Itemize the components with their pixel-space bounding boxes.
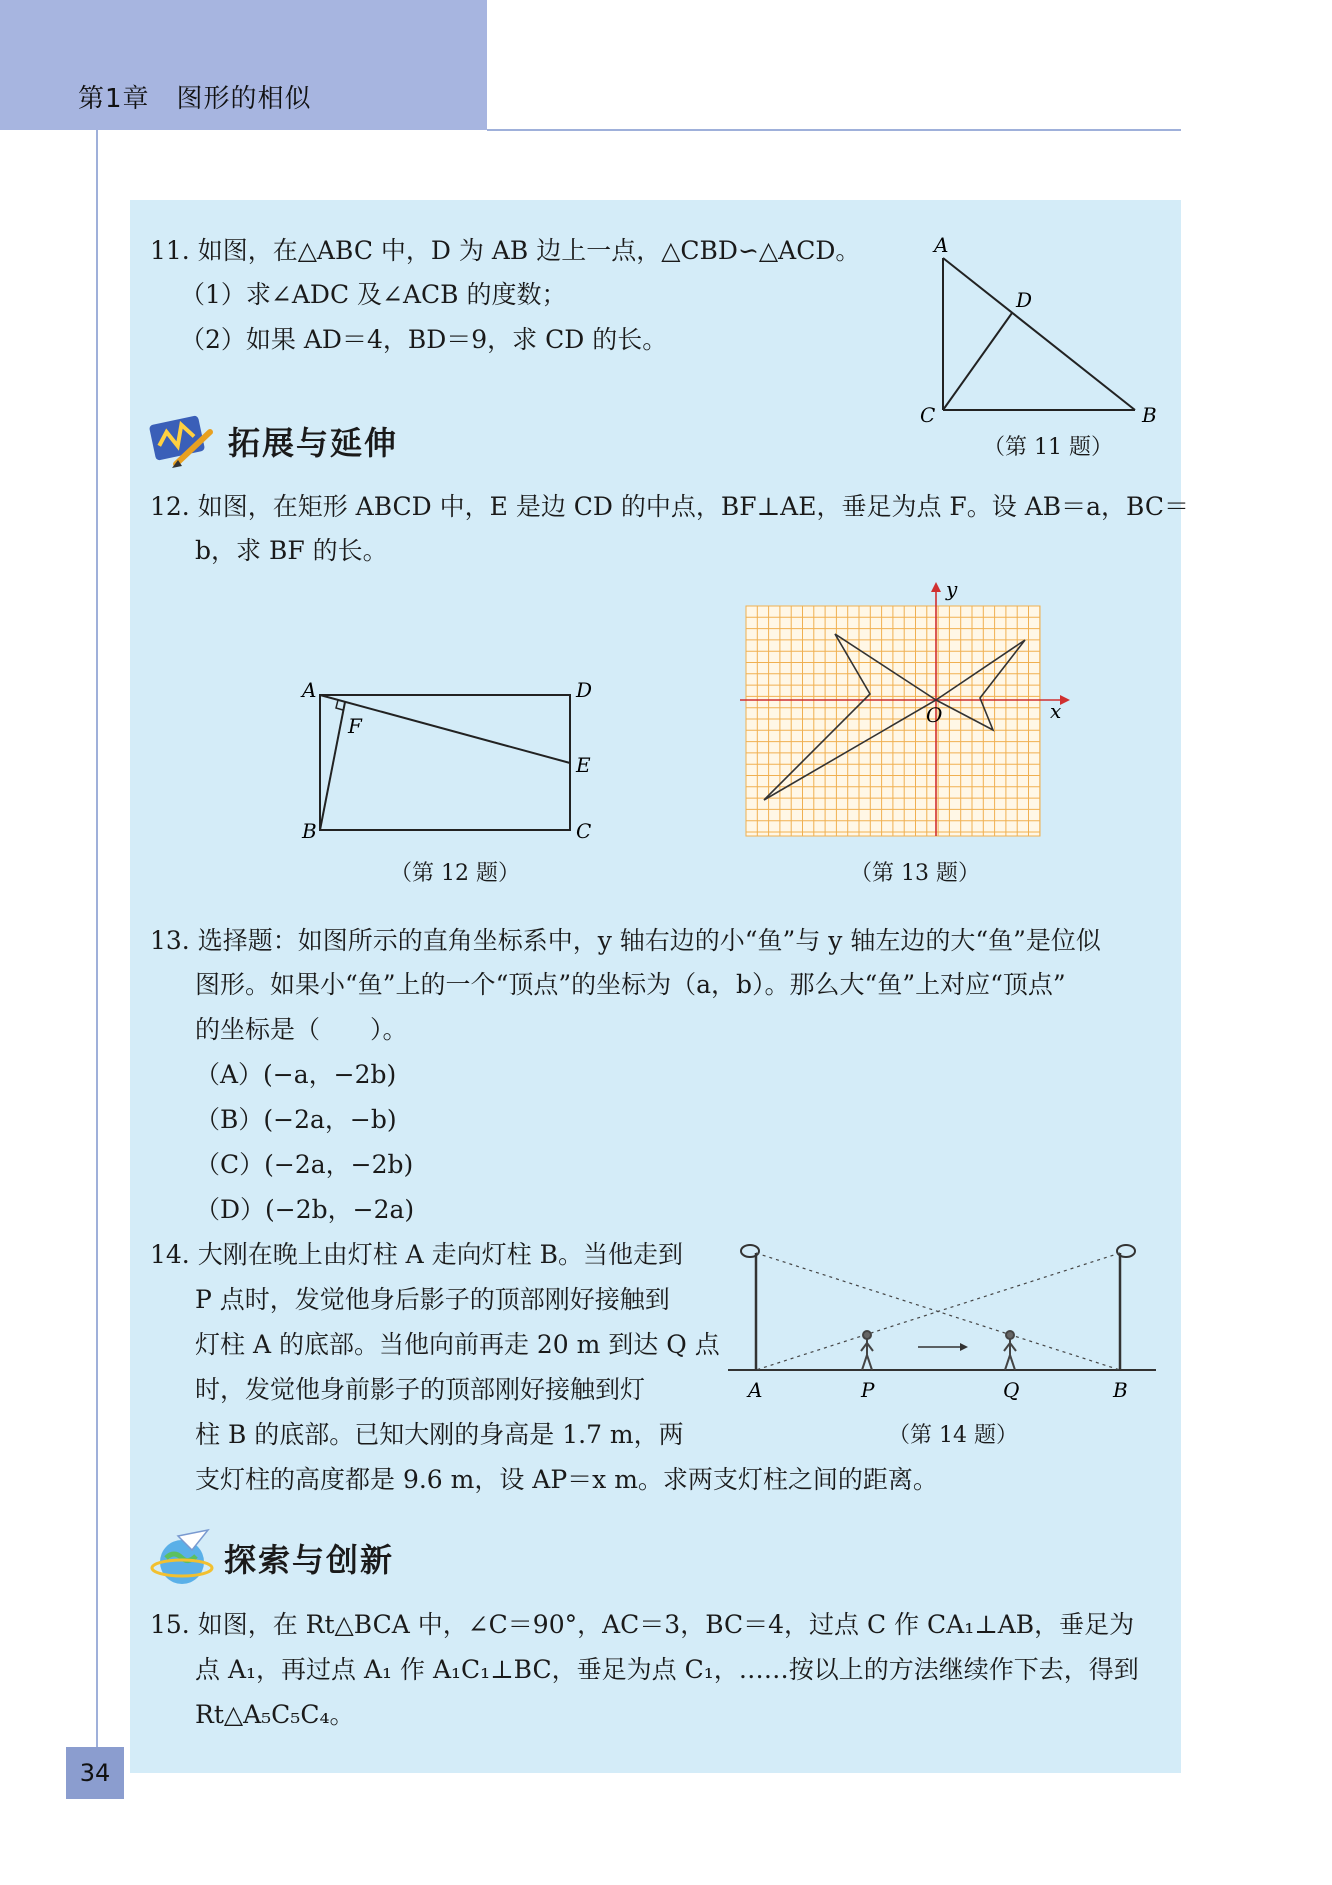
q12-label-a: A: [302, 678, 317, 702]
q11-label-c: C: [920, 403, 936, 427]
q14-label-p: P: [861, 1378, 875, 1402]
q12-label-f: F: [348, 714, 362, 738]
globe-plane-icon: [148, 1528, 218, 1586]
q12-label-b: B: [302, 819, 317, 843]
q13-option-b: （B）(−2a，−b): [195, 1105, 397, 1134]
q13-line3: 的坐标是（ ）。: [195, 1015, 408, 1044]
q12-segment-bf: [320, 702, 345, 830]
q12-figure: [290, 675, 610, 845]
section-extend-title: 拓展与延伸: [228, 424, 399, 462]
q12-line2: b，求 BF 的长。: [195, 536, 388, 565]
q14-line1: 14. 大刚在晚上由灯柱 A 走向灯柱 B。当他走到: [150, 1240, 683, 1269]
q15-line2: 点 A₁，再过点 A₁ 作 A₁C₁⊥BC，垂足为点 C₁，……按以上的方法继续作下去，得到: [195, 1655, 1139, 1684]
q14-figure: [728, 1235, 1158, 1405]
q15-line3: Rt△A₅C₅C₄。: [195, 1700, 355, 1729]
q13-label-y: y: [946, 582, 958, 601]
q13-grid: [746, 606, 1040, 836]
q14-line4: 时，发觉他身前影子的顶部刚好接触到灯: [195, 1375, 646, 1404]
q14-line2: P 点时，发觉他身后影子的顶部刚好接触到: [195, 1285, 670, 1314]
page-number: 34: [79, 1759, 111, 1787]
q15-line1: 15. 如图，在 Rt△BCA 中，∠C＝90°，AC＝3，BC＝4，过点 C 作 CA₁⊥AB，垂足为: [150, 1610, 1135, 1639]
chapter-title: 第1章 图形的相似: [78, 84, 312, 114]
q14-line6: 支灯柱的高度都是 9.6 m，设 AP＝x m。求两支灯柱之间的距离。: [195, 1465, 938, 1494]
q14-person-at-q: [1004, 1331, 1016, 1370]
q11-figure: [910, 225, 1170, 430]
q12-label-e: E: [576, 753, 591, 777]
q11-label-d: D: [1016, 288, 1033, 312]
q13-line1: 13. 选择题：如图所示的直角坐标系中，y 轴右边的小“鱼”与 y 轴左边的大“鱼”是位似: [150, 926, 1101, 955]
q13-y-arrow: [931, 582, 941, 592]
q14-lamp-b: [1117, 1245, 1135, 1257]
q13-caption: （第 13 题）: [850, 861, 980, 886]
q11-line3: （2）如果 AD＝4，BD＝9，求 CD 的长。: [180, 325, 668, 354]
q14-line5: 柱 B 的底部。已知大刚的身高是 1.7 m，两: [195, 1420, 684, 1449]
q12-label-d: D: [576, 678, 593, 702]
q12-label-c: C: [576, 819, 592, 843]
q14-caption: （第 14 题）: [888, 1423, 1018, 1448]
q13-option-d: （D）(−2b，−2a): [195, 1195, 415, 1224]
header-rule: [487, 129, 1181, 131]
q14-label-b: B: [1113, 1378, 1128, 1402]
section-explore-title: 探索与创新: [224, 1541, 395, 1579]
q11-line1: 11. 如图，在△ABC 中，D 为 AB 边上一点，△CBD∽△ACD。: [150, 236, 861, 265]
q11-edge-ab: [943, 258, 1135, 410]
q12-line1: 12. 如图，在矩形 ABCD 中，E 是边 CD 的中点，BF⊥AE，垂足为点 F。设 AB＝a，BC＝: [150, 492, 1189, 521]
q13-figure: [740, 582, 1070, 844]
pen-icon: [148, 412, 220, 470]
q13-line2: 图形。如果小“鱼”上的一个“顶点”的坐标为（a，b）。那么大“鱼”上对应“顶点”: [195, 970, 1066, 999]
q11-label-b: B: [1142, 403, 1157, 427]
q13-x-arrow: [1060, 695, 1070, 705]
q13-option-a: （A）(−a，−2b): [195, 1060, 397, 1089]
q12-caption: （第 12 题）: [390, 861, 520, 886]
q14-lamp-a: [741, 1245, 759, 1257]
q14-label-a: A: [748, 1378, 763, 1402]
q11-label-a: A: [934, 233, 949, 257]
side-rule: [96, 130, 98, 1760]
q11-line2: （1）求∠ADC 及∠ACB 的度数；: [180, 280, 567, 309]
q13-label-o: O: [926, 703, 943, 727]
q14-person-at-p: [861, 1331, 873, 1370]
q14-line3: 灯柱 A 的底部。当他向前再走 20 m 到达 Q 点: [195, 1330, 720, 1359]
q14-label-q: Q: [1003, 1378, 1020, 1402]
q13-option-c: （C）(−2a，−2b): [195, 1150, 414, 1179]
q11-caption: （第 11 题）: [983, 435, 1113, 460]
q11-edge-cd: [943, 313, 1012, 410]
q13-label-x: x: [1050, 699, 1062, 723]
